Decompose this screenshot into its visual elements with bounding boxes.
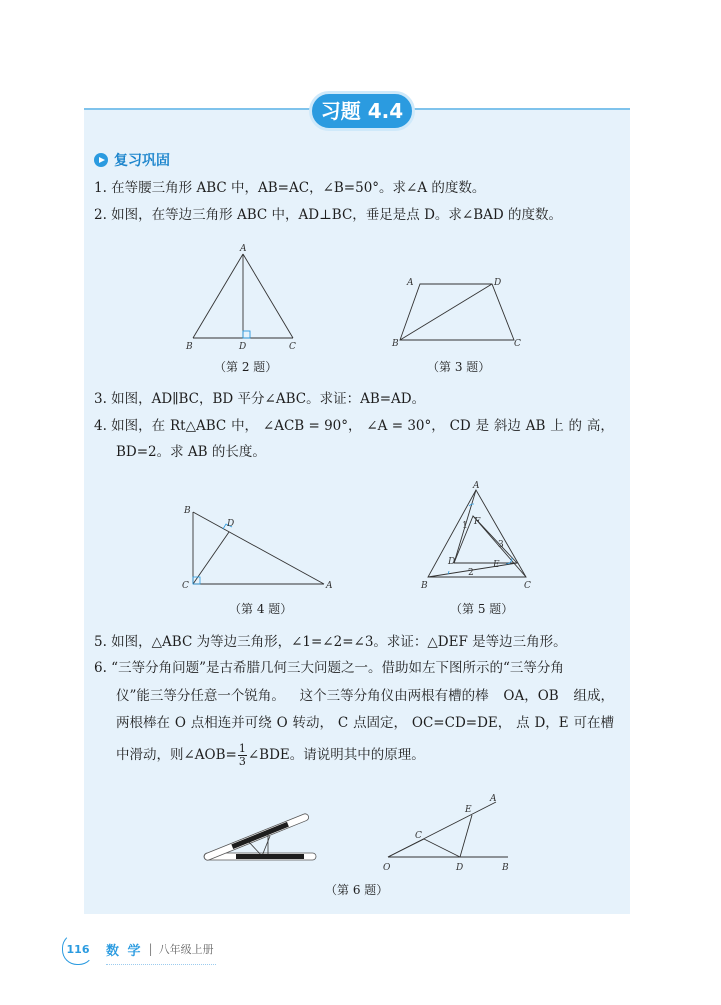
section-heading xyxy=(94,150,170,170)
p6l3-segment: 点 xyxy=(516,715,530,731)
p6l2-segment: 组成， xyxy=(573,688,614,704)
label-C: C xyxy=(415,831,422,841)
p4l1-segment: 高， xyxy=(586,418,614,434)
label-B: B xyxy=(502,863,509,873)
label-C: C xyxy=(514,339,521,349)
p4l1-segment: 中， xyxy=(231,418,259,434)
fraction-one-third xyxy=(238,743,247,768)
bar-oa xyxy=(231,822,289,849)
label-C: C xyxy=(289,342,296,352)
p4l1-segment: ∠A = 30°， xyxy=(366,418,445,434)
label-E: E xyxy=(465,805,472,815)
problem-6-line-1: 6. “三等分角问题”是古希腊几何三大问题之一。借助如左下图所示的“三等分角 xyxy=(94,660,564,676)
problem-6-line-4 xyxy=(116,740,425,770)
p4l1-segment: 是 xyxy=(475,418,490,434)
exercise-panel xyxy=(84,108,630,914)
label-A: A xyxy=(407,278,414,288)
problem-2: 2. 如图，在等边三角形 ABC 中，AD⊥BC，垂足是点 D。求∠BAD 的度数。 xyxy=(94,207,562,223)
right-angle-mark xyxy=(243,331,250,338)
label-3: 3 xyxy=(498,540,504,550)
figure-2 xyxy=(185,244,305,352)
label-F: F xyxy=(474,517,481,527)
figure-6-diagram xyxy=(380,790,520,875)
label-A: A xyxy=(490,794,497,804)
caption-fig3: （第 3 题） xyxy=(427,360,491,374)
figure-5 xyxy=(418,478,538,593)
p6l2-segment: 仪”能三等分任意一个锐角。 xyxy=(116,688,285,704)
problem-5: 5. 如图，△ABC 为等边三角形，∠1=∠2=∠3。求证：△DEF 是等边三角形。 xyxy=(94,634,567,650)
label-A: A xyxy=(326,581,333,591)
label-D: D xyxy=(456,863,464,873)
fraction-denominator: 3 xyxy=(238,754,246,768)
label-B: B xyxy=(392,339,399,349)
p4l1-segment: 4. 如图，在 xyxy=(94,418,166,434)
label-O: O xyxy=(383,863,391,873)
p6l3-segment: OC=CD=DE， xyxy=(411,715,512,731)
problem-6-line-4-post: ∠BDE。请说明其中的原理。 xyxy=(247,747,425,763)
p6l3-segment: 点相连并可绕 xyxy=(190,715,272,731)
label-D: D xyxy=(494,278,502,288)
p4l1-segment: CD xyxy=(449,418,471,434)
label-C: C xyxy=(524,581,531,591)
p6l3-segment: 点固定， xyxy=(353,715,408,731)
p6l2-segment: 这个三等分角仪由两根有槽的棒 xyxy=(299,688,489,704)
section-title: 复习巩固 xyxy=(114,153,170,169)
p6l2-segment: OA，OB xyxy=(503,688,559,704)
p6l3-segment: 可在槽 xyxy=(573,715,614,731)
caption-fig6: （第 6 题） xyxy=(325,883,389,897)
p6l3-segment: O xyxy=(174,715,186,731)
p4l1-segment: AB xyxy=(525,418,546,434)
problem-6-line-4-pre: 中滑动，则∠AOB= xyxy=(116,747,237,763)
label-1: 1 xyxy=(462,521,468,531)
label-A: A xyxy=(240,244,247,254)
bar-ob xyxy=(236,854,304,859)
problem-6-line-3 xyxy=(116,715,614,731)
label-B: B xyxy=(421,581,428,591)
fraction-numerator: 1 xyxy=(238,741,246,755)
p6l3-segment: D，E xyxy=(534,715,569,731)
figure-4 xyxy=(180,502,340,592)
figure-3 xyxy=(392,274,527,354)
problem-4-line-2: BD=2。求 AB 的长度。 xyxy=(116,444,266,460)
p4l1-segment: 上 xyxy=(550,418,564,434)
label-D: D xyxy=(239,342,247,352)
label-D: D xyxy=(448,557,456,567)
p4l1-segment: 斜边 xyxy=(493,418,521,434)
problem-6-line-2 xyxy=(116,688,614,704)
label-E: E xyxy=(493,560,500,570)
label-D: D xyxy=(227,519,235,529)
play-icon xyxy=(94,153,108,167)
p4l1-segment: Rt△ABC xyxy=(170,418,227,434)
footer-dotted-line xyxy=(106,964,216,965)
page-footer xyxy=(62,932,214,966)
label-B: B xyxy=(184,506,191,516)
exercise-title: 习题 4.4 xyxy=(309,91,415,131)
page-number: 116 xyxy=(62,933,94,965)
p4l1-segment: 的 xyxy=(568,418,583,434)
label-B: B xyxy=(186,342,193,352)
p6l3-segment: C xyxy=(337,715,349,731)
problem-3: 3. 如图，AD∥BC，BD 平分∠ABC。求证：AB=AD。 xyxy=(94,391,426,407)
figure-6-device xyxy=(198,798,323,870)
label-A: A xyxy=(473,481,480,491)
footer-separator: | xyxy=(148,942,153,956)
caption-fig4: （第 4 题） xyxy=(229,602,293,616)
grade-name: 八年级上册 xyxy=(158,943,214,956)
caption-fig5: （第 5 题） xyxy=(450,602,514,616)
label-2: 2 xyxy=(468,568,474,578)
p6l3-segment: 两根棒在 xyxy=(116,715,170,731)
label-C: C xyxy=(182,581,189,591)
subject-name: 数 学 xyxy=(106,943,143,959)
problem-4-line-1 xyxy=(94,418,614,434)
p6l3-segment: 转动， xyxy=(292,715,334,731)
p6l3-segment: O xyxy=(276,715,288,731)
caption-fig2: （第 2 题） xyxy=(214,360,278,374)
problem-1: 1. 在等腰三角形 ABC 中，AB=AC，∠B=50°。求∠A 的度数。 xyxy=(94,180,486,196)
p4l1-segment: ∠ACB = 90°， xyxy=(262,418,362,434)
